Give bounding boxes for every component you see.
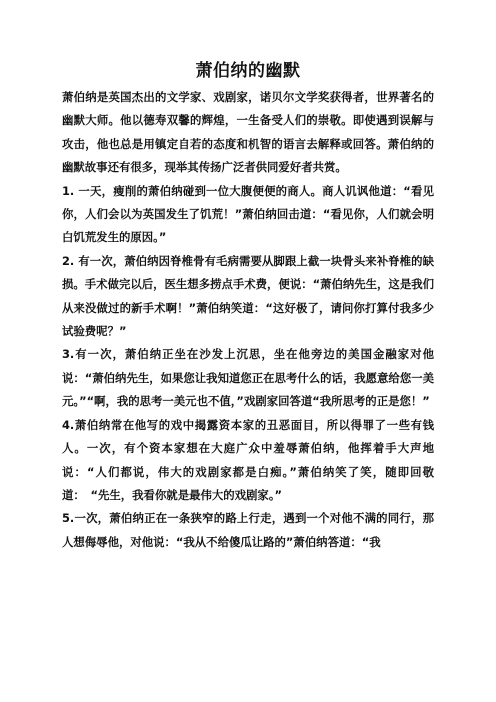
story-paragraph-5: 5.一次，萧伯纳正在一条狭窄的路上行走，遇到一个对他不满的同行，那人想侮辱他，对他说：“我从不给傻瓜让路的”萧伯纳答道：“我	[62, 511, 434, 549]
document-page	[62, 58, 434, 554]
story-paragraph-3: 3.有一次，萧伯纳正坐在沙发上沉思，坐在他旁边的美国金融家对他说：“萧伯纳先生，如果您让我知道您正在思考什么的话，我愿意给您一美元。”“啊，我的思考一美元也不值，”戏剧家回答道“我所思考的正是您！”	[62, 347, 434, 409]
story-paragraph-1: 1. 一天，瘦削的萧伯纳碰到一位大腹便便的商人。商人讥讽他道：“看见你，人们会以为英国发生了饥荒！”萧伯纳回击道：“看见你，人们就会明白饥荒发生的原因。”	[62, 183, 434, 245]
story-paragraph-2: 2. 有一次，萧伯纳因脊椎骨有毛病需要从脚跟上截一块骨头来补脊椎的缺损。手术做完以后，医生想多捞点手术费，便说：“萧伯纳先生，这是我们从来没做过的新手术啊！”萧伯纳笑道：“这好极了，请问你打算付我多少试验费呢？”	[62, 253, 434, 339]
document-title: 萧伯纳的幽默	[195, 61, 301, 81]
story-paragraph-4: 4.萧伯纳常在他写的戏中揭露资本家的丑恶面目，所以得罪了一些有钱人。一次，有个资本家想在大庭广众中羞辱萧伯纳，他挥着手大声地说：“人们都说，伟大的戏剧家都是白痴。”萧伯纳笑了笑，随即回敬道： “先生，我看你就是最伟大的戏剧家。”	[62, 417, 434, 502]
intro-paragraph: 萧伯纳是英国杰出的文学家、戏剧家，诺贝尔文学奖获得者，世界著名的幽默大师。他以德寿双馨的辉煌，一生备受人们的崇敬。即使遇到误解与攻击，他也总是用镇定自若的态度和机智的语言去解释或回答。萧伯纳的幽默故事还有很多，现举其传扬广泛者供同爱好者共赏。	[62, 90, 434, 175]
